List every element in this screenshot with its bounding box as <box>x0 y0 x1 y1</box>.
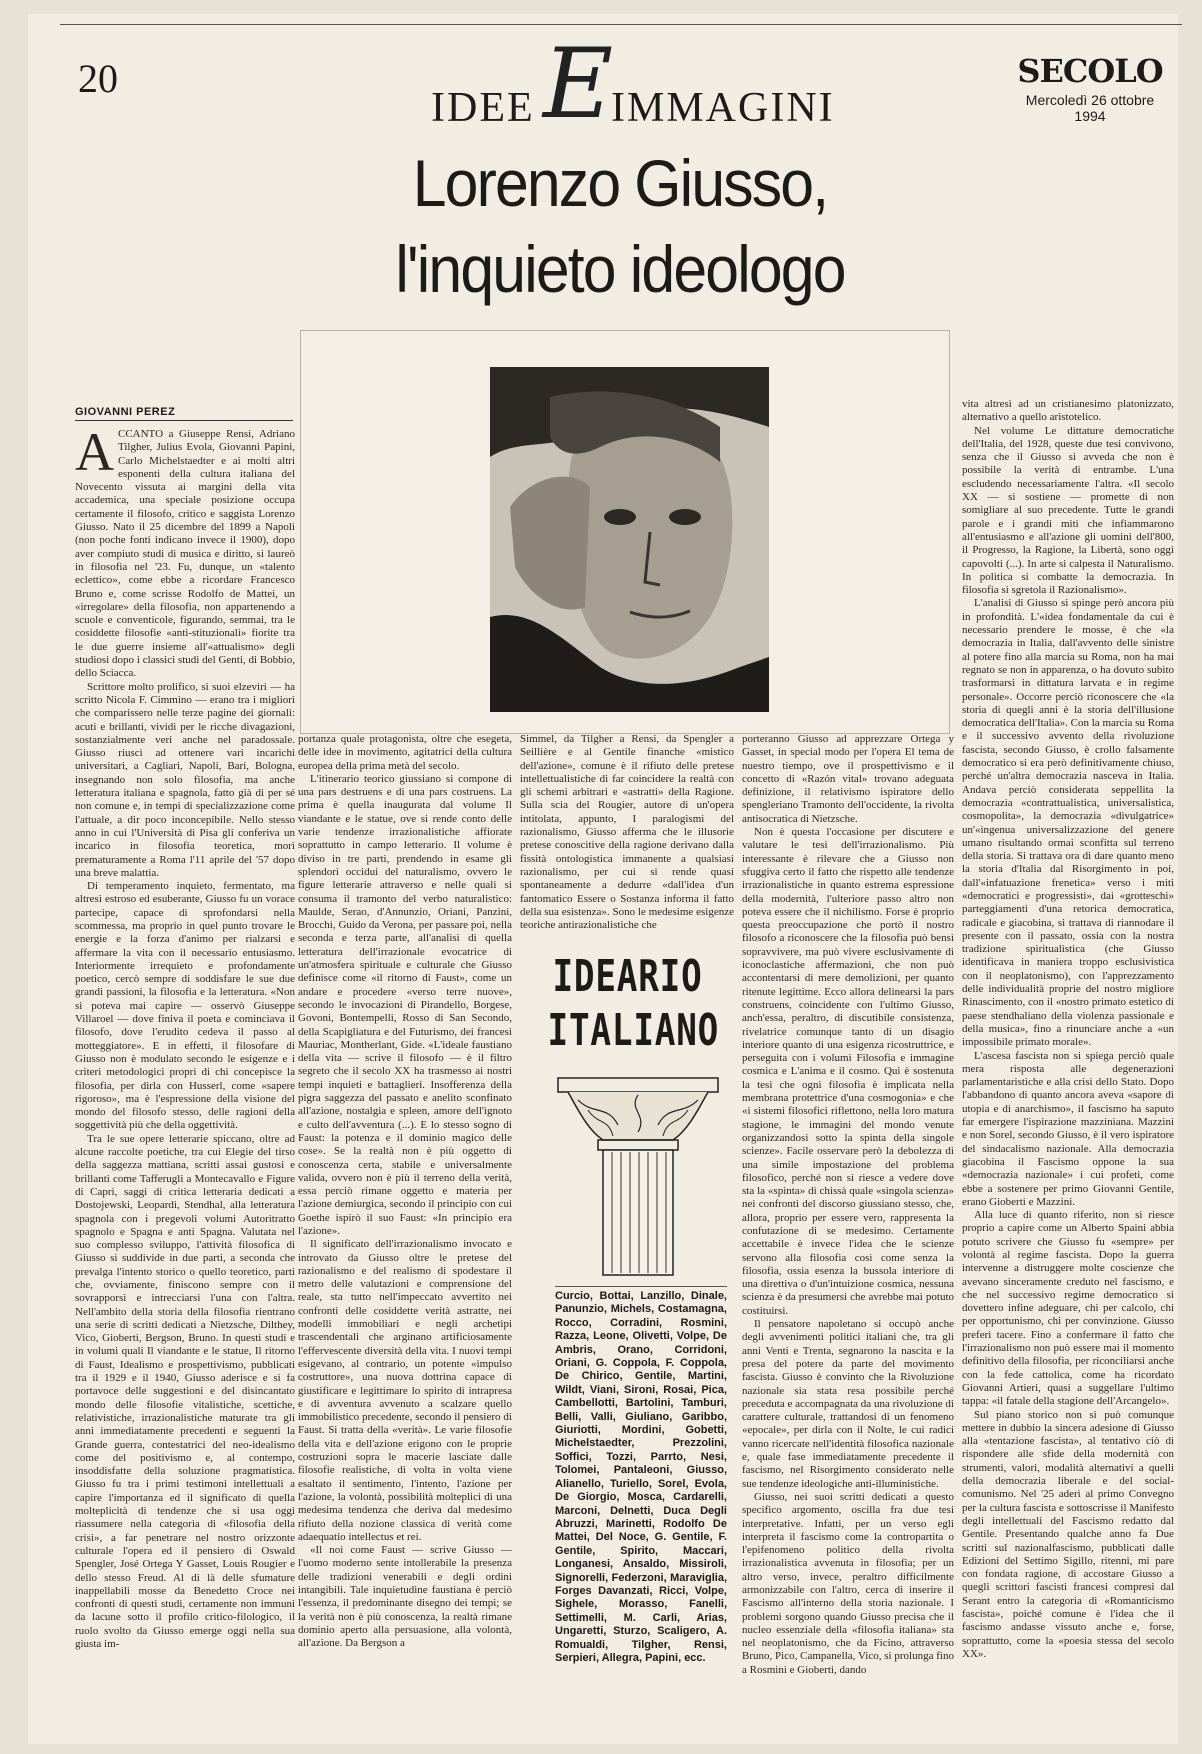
section-word-idee: IDEE <box>431 85 535 131</box>
paragraph: L'analisi di Giusso si spinge però ancora più in profondità. L'«idea fondamentale da cui è necessario prendere le mosse, è che «la democrazia in Italia, dall'avvento delle sinistre al potere fino alla marcia su Roma, non ha mai regnato se non in apparenza, o ha dovuto subito trasformarsi in dittatura larvata e in regime personale». Occorre perciò riconoscere che «la storia di quegli anni è la storia dell'illusione democratica dell'Italia». Con la marcia su Roma e il successivo avvento della rivoluzione fascista, secondo Giusso, è crollo falsamente democratico si era però definitivamente chiuso, perché un'altra democrazia nasceva in Italia. Andava perciò considerata seppellita la democrazia «contrattualistica, universalistica, cosmopolita», la democrazia «divulgatrice» un'«ingenua universalizzazione del genere umano risultando ormai sconfitta sul terreno della storia. Si trattava ora di dare quanto meno la storia d'Italia dal Risorgimento in poi, dall'«infatuazione frenetica» verso i miti «democratici e progressisti», dai «grotteschi» parteggiamenti d'una retorica democratica, radicale e giacobina, si trattava di riannodare il presente con il passato, ossia con la nostra tradizione spiritualistica (che Giusso identificava in maniera troppo esclusivistica con il neoplatonismo), con l'apprezzamento delle individualità proprie del nostro migliore Rinascimento, con il «nostro primato estetico di paese stendhaliano della violenza passionale e della musica», fino a rinunciare anche a «un impossibile primato morale». <box>962 597 1174 1049</box>
section-ornamental-e: E <box>543 28 614 140</box>
top-rule <box>60 24 1182 25</box>
paragraph: «Il noi come Faust — scrive Giusso — l'uomo moderno sente intollerabile la presenza delle tradizioni venerabili e degli ordini intangibili. Tale inquietudine faustiana è perciò l'essenza, il predominante disegno dei tempi; se la verità non è più conoscenza, la realtà rimane dominio aperto alla persuasione, alla volontà, all'azione. Da Bergson a <box>298 1544 512 1650</box>
paragraph: L'ascesa fascista non si spiega perciò quale mera risposta alle degenerazioni parlamentaristiche e alla crisi dello Stato. Dopo l'abbandono di quanto ancora aveva «sapore di utopia e di anarchismo», il fascismo ha saputo far emergere l'ispirazione mazziniana. Mazzini e non Sorel, secondo Giusso, è il vero ispiratore del sindacalismo nazionale. Alla democrazia giacobina il Fascismo oppone la sua «democrazia nazionale» i cui profeti, come ebbe a sostenere per primo Giovanni Gentile, erano Gioberti e Mazzini. <box>962 1049 1174 1208</box>
ideario-title-line-2: ITALIANO <box>547 1005 720 1056</box>
paragraph: CCANTO a Giuseppe Rensi, Adriano Tilgher, Julius Evola, Giovanni Papini, Carlo Michelstaedter e ai molti altri esponenti della cultura italiana del Novecento vissuta ai margini della vita accademica, una speciale posizione occupa certamente il filosofo, critico e saggista Lorenzo Giusso. Nato il 25 dicembre del 1899 a Napoli (non poche fonti indicano invece il 1900), dopo aver compiuto studi di musica e diritto, si laureò in filosofia nel '23. Fu, dunque, un «talento eclettico», come ebbe a ricordare Francesco Bruno e, come scrisse Rodolfo de Mattei, un «irregolare» della filosofia, non appartenendo a scuole e conventicole, figurando, semmai, tra le cosiddette filosofie «anti-stituzionali» fiorite tra le due guerre insieme all'«attualismo» degli studiosi dopo i classici studi del Genti, di Bobbio, dello Sciacca. <box>75 428 295 680</box>
paragraph: Di temperamento inquieto, fermentato, ma altresì estroso ed esuberante, Giusso fu un vorace partecipe, capace di sprofondarsi nella scommessa, ma proprio in quel punto trovare le energie e la forza d'animo per rialzarsi e affermare la vita con il necessario entusiasmo. Interiormente irrequieto e profondamente poetico, cercò sempre di soddisfare le sue due grandi passioni, la filosofia e la letteratura. «Non si poteva mai capire — osservò Giuseppe Villaroel — dove finiva il poeta e cominciava il filosofo, dove l'erudito cedeva il passo al motteggiatore». E in effetti, il filosofare di Giusso non è modulato secondo le esigenze e i criteri metodologici propri di chi concepisce la filosofia, per dirla con Husserl, come «sapere rigoroso», ma è l'espressione della visione del mondo del filosofo stesso, delle ragioni della soggettività più che della oggettività. <box>75 880 295 1132</box>
paragraph: Il significato dell'irrazionalismo invocato e introvato da Giusso oltre le pretese del razionalismo e del realismo di spodestare il metro delle valutazioni e comprensione del reale, sta tutto nell'impeccato avvertito nei confronti delle cosiddette verità astratte, nei modelli immobiliari e negli archetipi trascendentali che arginano artificiosamente l'effervescente diversità della vita. I nuovi tempi esigevano, al contrario, un potente «impulso costruttore», una nuova dottrina capace di giustificare e legittimare lo spirito di intrapresa e di avventura avvenuto a scalzare quello immobilistico precedente, secondo il pensiero di Faust. Si tratta della «verità». Le varie filosofie della vita e dell'azione erigono con le proprie costruzioni sopra le macerie lasciate dalle filosofie realistiche, di volta in volta viene esaltato il sentimento, l'intento, l'azione per l'azione, la volontà, possibilità molteplici di una medesima tendenza che deriva dal medesimo rifiuto della nozione classica di verità come adaequatio intellectus et rei. <box>298 1238 512 1543</box>
paragraph: L'itinerario teorico giussiano si compone di una pars destruens e di una pars costruens. La prima è quella inaugurata dal volume Il viandante e le statue, ove si rende conto delle varie tendenze irrazionalistiche affiorate soprattutto in campo letterario. Il volume è diviso in tre parti, prendendo in esame gli splendori occidui del naturalismo, ovvero le figure letterarie attraverso e nelle quali si consuma il tramonto del verbo naturalistico: Maulde, Serao, d'Annunzio, Oriani, Panzini, Brocchi, Guido da Verona, per passare poi, nella seconda e terza parte, all'analisi di quella letteratura dell'irrazionale evocatrice di un'atmosfera spirituale e culturale che Giusso definisce come «il ritorno di Faust», come un andare e procedere «verso terre nuove», secondo le invocazioni di Pirandello, Borgese, Govoni, Bontempelli, Rosso di San Secondo, della Scapigliatura e del Futurismo, dei francesi Mauriac, Montherlant, Gide. «L'ideale faustiano della vita — scrive il filosofo — è il filtro segreto che il secolo XX ha trasmesso ai nostri tempi inquieti e battaglieri. Insofferenza della pigra saggezza del passato e anelito sconfinato all'azione, nostalgia e spleen, amore dell'ignoto e culto dell'avventura (...). E lo stesso sogno di Faust: la potenza e il dominio magico delle cose». Se la realtà non è più oggetto di conoscenza certa, stabile e universalmente valida, ovvero non è più il terreno della verità, essa perciò rimane oggetto e materia per l'azione demiurgica, secondo il principio con cui Goethe ispirò il suo Faust: «In principio era l'azione». <box>298 772 512 1237</box>
ideario-title-line-1: IDEARIO <box>552 951 703 1002</box>
headline <box>123 140 1117 312</box>
paragraph: Il pensatore napoletano si occupò anche degli avvenimenti politici italiani che, tra gli anni Venti e Trenta, segnarono la nascita e la presa del potere da parte del movimento fascista. Giusso è convinto che la Rivoluzione nazionale sia stata resa possibile perché preceduta e accompagnata da una rivoluzione di carattere culturale, trattandosi di un fenomeno «epocale», per dirla con il Nolte, le cui radici vanno ricercate nell'identità filosofica nazionale e, quale fase immediatamente precedente il fascismo, nel Risorgimento considerato nelle sue tendenze ideologiche anti-illuministiche. <box>742 1318 954 1490</box>
section-rubric <box>415 28 855 140</box>
article-column-1 <box>75 428 295 1738</box>
article-column-3 <box>520 733 734 933</box>
article-column-5 <box>962 398 1174 1738</box>
paragraph: Non è questa l'occasione per discutere e valutare le tesi dell'irrazionalismo. Più interessante è rilevare che a Giusso non sfuggiva certo il fatto che rispetto alle tendenze irrazionalistiche in quanto estrema espressione della modernità, l'ulteriore passo altro non poteva essere che il nichilismo. Forse è proprio questa preoccupazione che portò il nostro filosofo a riconoscere che la filosofia può bensì sopravvivere, ma può vivere esclusivamente di iconoclastiche affermazioni, che non può accontentarsi di mere demolizioni, per quanto ritenute legittime. Ecco allora delinearsi la pars construens, coincidente con l'ultimo Giusso, anch'essa, peraltro, di discutibile consistenza, rivelatrice comunque tanto di un disagio interiore quanto di una esigenza ricostruttrice, e perseguita con i volumi Filosofia e immagine cosmica e L'anima e il cosmo. Qui è sostenuta la tesi che ogni filosofia è implicata nella membrana protettrice d'una cosmogonia» e che «i sistemi filosofici riflettono, nella loro matura stagione, le immagini del mondo venute organizzandosi sotto la spinta della singole scienze». Facile osservare però la debolezza di una simile impostazione del problema filosofico, perché non si riesce a vedere dove sta la «spinta» di chissà quale «singola scienza» nei confronti del discorso giussiano stesso, che, allora, proprio per essere vero, rappresenta la confutazione di se medesimo. Certamente accettabile è invece l'idea che le scienze servono alla filosofia così come senza la filosofia, ossia esenza la bussola interiore di una direttiva o d'un'intuizione cosmica, nessuna scienza è da presumersi che avrebbe mai potuto costituirsi. <box>742 826 954 1317</box>
page-number: 20 <box>78 56 118 101</box>
article-column-4 <box>742 733 954 1738</box>
headline-line-2: l'inquieto ideologo <box>395 232 845 306</box>
issue-date: Mercoledì 26 ottobre 1994 <box>1025 92 1155 124</box>
corinthian-column-illustration <box>548 1070 728 1285</box>
newspaper-logo: SECOLO <box>1017 52 1163 90</box>
section-word-immagini: IMMAGINI <box>611 85 835 131</box>
paragraph: Giusso, nei suoi scritti dedicati a questo specifico argomento, oscilla fra due tesi interpretative. Infatti, per un verso egli interpreta il fascismo come la contropartita o l'epifenomeno politico della rivolta irrazionalistica avvenuta in filosofia; per un altro verso, invece, peraltro difficilmente armonizzabile con l'altro, cerca di inserire il Fascismo all'interno della storia nazionale. I problemi sorgono quando Giusso precisa che il nucleo essenziale della «filosofia italiana» sta nel neoplatonismo, che da Ficino, attraverso Bruno, Pico, Campanella, Vico, si prolunga fino a Rosmini e Gioberti, dando <box>742 1490 954 1676</box>
masthead <box>1010 52 1170 124</box>
paragraph: Scrittore molto prolifico, si suoi elzeviri — ha scritto Nicola F. Cimmino — erano tra i migliori che comparissero nelle terze pagine dei giornali: acuti e brillanti, vividi per le ricche divagazioni, sostanzialmente veri anche nel paradossale. Giusso riuscì ad ottenere vari incarichi universitari, a Cagliari, Napoli, Bari, Bologna, insegnando non solo filosofia, ma anche letteratura italiana e spagnola, fatto già di per sé non comune e, in tempi di specializzazione come l'attuale, a dir poco inconcepibile. Nello stesso anno in cui l'Università di Pisa gli conferiva un incarico in filosofia teoretica, morì prematuramente a Roma l'11 aprile del '57 dopo una breve malattia. <box>75 680 295 879</box>
byline-rule <box>75 420 293 421</box>
portrait-photo <box>490 367 769 712</box>
byline: GIOVANNI PEREZ <box>75 406 176 418</box>
headline-line-1: Lorenzo Giusso, <box>412 146 828 220</box>
ideario-names-list: Curcio, Bottai, Lanzillo, Dinale, Panunzio, Michels, Costamagna, Rocco, Corradini, Rosmini, Razza, Leone, Olivetti, Volpe, De Ambris, Orano, Corridoni, Oriani, G. Coppola, F. Coppola, De Chirico, Gentile, Martini, Wildt, Viani, Sironi, Rosai, Pica, Cambellotti, Bartolini, Tamburi, Belli, Valli, Giuliano, Garibbo, Giuriotti, Mordini, Gobetti, Michelstaedter, Prezzolini, Soffici, Tozzi, Parrto, Nesi, Tolomei, Pantaleoni, Giusso, Alianello, Turiello, Sorel, Evola, De Giorgio, Mosca, Cardarelli, Marconi, Delnetti, Duca Degli Abruzzi, Marinetti, Rodolfo De Mattei, Del Noce, G. Gentile, F. Gentile, Spirito, Maccari, Longanesi, Ansaldo, Missiroli, Signorelli, Federzoni, Maraviglia, Forges Davanzati, Ricci, Volpe, Sighele, Morasso, Fanelli, Settimelli, M. Carli, Arias, Ungaretti, Sturzo, Scaligero, A. Romualdi, Tilgher, Rensi, Serpieri, Allegra, Papini, ecc. <box>555 1290 727 1664</box>
ideario-italiano-box <box>525 950 730 1058</box>
paragraph: Tra le sue opere letterarie spiccano, oltre ad alcune raccolte poetiche, tra cui Elegie del tirso della saggezza mattiana, scritti assai gustosi e brillanti come Tafferugli a Montecavallo e Figure di Capri, saggi di critica letteraria dedicati a Dostojewski, Leopardi, Stendhal, alla letteratura spagnola con i pregevoli volumi Autoritratto spagnolo e Spagna e anti Spagna. Valutata nel suo complesso sviluppo, l'attività filosofica di Giusso si suddivide in due parti, a seconda che prevalga l'intento storico o quello teoretico, parti che, ovviamente, finiscono sempre con il sovrapporsi e intrecciarsi l'una con l'altra. Nell'ambito della storia della filosofia rientrano una serie di scritti dedicati a Nietzsche, Dilthey, Vico, Gioberti, Bergson, Bruno. In questi studi e in volumi quali Il viandante e le statue, Il ritorno di Faust, Idealismo e prospettivismo, pubblicati tra il 1929 e il 1940, Giusso aderisce e si fa portavoce delle suggestioni e del disincantato mondo delle filosofie vitalistiche, scettiche, relativistiche, irrazionalistiche maturate tra gli anni immediatamente precedenti e seguenti la Grande guerra, contestatrici del neo-idealismo come del positivismo e, al contempo, insoddisfatte della soluzione pragmatistica. Giusso fu tra i primi testimoni intellettuali a capire l'importanza ed il significato di quella molteplicità di tendenze che si usa oggi riassumere nella categoria di «filosofia della crisi», a far penetrare nel nostro orizzonte culturale l'opera ed il pensiero di Oswald Spengler, José Ortega Y Gasset, Louis Rougier e dello stesso Freud. Al di là delle sfumature inappellabili mosse da Benedetto Croce nei confronti di questi studi, certamente non immuni da lacune sotto il profilo critico-filologico, il ruolo svolto da Giusso emerge oggi nella sua giusta im- <box>75 1132 295 1651</box>
ideario-names-rule <box>555 1286 727 1287</box>
paragraph: Simmel, da Tilgher a Rensi, da Spengler a Seillière e al Gentile finanche «mistico dell'azione», comune è il rifiuto delle pretese intellettualistiche di far coincidere la realtà con gli schemi arbitrari e «astratti» della Ragione. Sulla scia del Rougier, autore di un'opera intitolata, appunto, I paralogismi del razionalismo, Giusso afferma che le illusorie pretese conoscitive della ragione derivano dalla fissità ontologistica immanente a qualsiasi razionalismo, per cui si rende quasi spontaneamente a dedurre «dall'idea d'un fantomatico Essere o Sostanza informa il fatto della sua esistenza». Sono le medesime esigenze teoriche antirazionalistiche che <box>520 733 734 932</box>
paragraph: Nel volume Le dittature democratiche dell'Italia, del 1928, queste due tesi convivono, senza che il Giusso si avveda che non è possibile la verità di entrambe. L'una escludendo necessariamente l'altra. «Il secolo XX — si sostiene — promette di non somigliare al suo precedente. Tutte le grandi parole e i grandi miti che infiammarono all'entusiasmo e all'azione gli uomini dell'800, il Progresso, la Ragione, la Libertà, sono oggi capovolti (...). In arte si calpesta il Naturalismo. In politica si combatte la democrazia. In filosofia si sgretola il Razionalismo». <box>962 424 1174 597</box>
drop-cap: A <box>75 428 114 482</box>
article-column-2 <box>298 733 512 1738</box>
paragraph: Alla luce di quanto riferito, non si riesce proprio a capire come un Alberto Spaini abbia potuto scrivere che Giusso fu «sempre» per volontà al regime fascista. Dopo la guerra intervenne a distruggere molte coscienze che avevano sinceramente creduto nel fascismo, e che nel successivo regime democratico si dovettero infine adeguare, chi per calcolo, chi per opportunismo, chi per convinzione. Giusso preferì tacere. Fino a confermare il fatto che l'irrazionalismo non può essere mai il momento definitivo della filosofia, per riconciliarsi anche con la fede cattolica, come ha ricordato Giovanni Artieri, quasi a suggellare l'ultimo tappa: «il fatale della stagione dell'Arcangelo». <box>962 1209 1174 1408</box>
paragraph: portanza quale protagonista, oltre che esegeta, delle idee in movimento, agitatrici della cultura europea della prima metà del secolo. <box>298 733 512 772</box>
paragraph: vita altresì ad un cristianesimo platonizzato, alternativo a quello aristotelico. <box>962 398 1174 424</box>
paragraph: porteranno Giusso ad apprezzare Ortega y Gasset, in special modo per l'opera El tema de nuestro tiempo, ove il prospettivismo e il concetto di «Razón vital» trovano adeguata definizione, il relativismo ispiratore dello spengleriano Tramonto dell'occidente, la rivolta antisocratica di Nietzsche. <box>742 733 954 825</box>
portrait-illustration <box>490 367 769 712</box>
paragraph: Sul piano storico non si può comunque mettere in dubbio la sincera adesione di Giusso alla «tentazione fascista», al tentativo ciò di rispondere alle sfide della modernità con strumenti, valori, modalità alternativi a quelli della democrazia liberale e del social-comunismo. Nel '25 aderì al primo Convegno per la cultura fascista e sottoscrisse il Manifesto degli intellettuali del Fascismo redatto dal Gentile. Presentando qualche anno fa Due scritti sul nazionalfascismo, pubblicati dalle Edizioni del Settimo Sigillo, ritenni, mi pare con fondata ragione, di accostare Giusso a quegli scrittori fascisti francesi compresi dal Serant entro la categoria di «Romanticismo fascista», poiché comune è l'idea che il fascismo andasse vissuto anche e, forse, soprattutto, come la «poesia stessa del secolo XX». <box>962 1408 1174 1660</box>
